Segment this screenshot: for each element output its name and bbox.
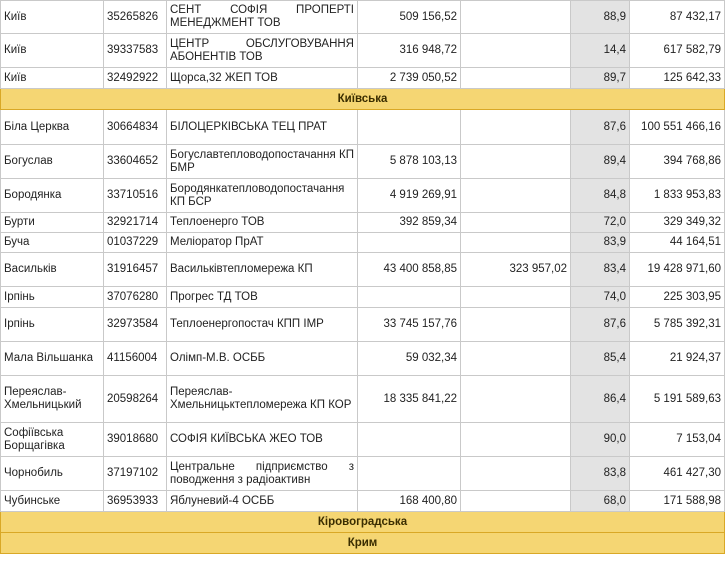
amount-cell: 392 859,34	[358, 213, 461, 233]
region-name: Київська	[1, 89, 725, 110]
amount-cell: 18 335 841,22	[358, 376, 461, 423]
table-row	[1, 145, 725, 179]
total-cell: 617 582,79	[630, 34, 725, 68]
edrpou-code-cell: 35265826	[104, 1, 167, 34]
organization-name-cell: Переяслав-Хмельницьктепломережа КП КОР	[167, 376, 358, 423]
edrpou-code-cell: 20598264	[104, 376, 167, 423]
edrpou-code-cell: 32492922	[104, 68, 167, 89]
percent-cell: 89,4	[571, 145, 630, 179]
percent-cell: 74,0	[571, 287, 630, 308]
city-cell: Мала Вільшанка	[1, 342, 104, 376]
city-cell: Чубинське	[1, 491, 104, 512]
organization-name-cell: Теплоенергопостач КПП ІМР	[167, 308, 358, 342]
edrpou-code-cell: 01037229	[104, 233, 167, 253]
total-cell: 5 191 589,63	[630, 376, 725, 423]
city-cell: Київ	[1, 34, 104, 68]
city-cell: Переяслав-Хмельницький	[1, 376, 104, 423]
organization-name-cell: Олімп-М.В. ОСББ	[167, 342, 358, 376]
amount-secondary-cell	[461, 376, 571, 423]
organization-name-cell: Богуславтепловодопостачання КП БМР	[167, 145, 358, 179]
percent-cell: 90,0	[571, 423, 630, 457]
table-row	[1, 457, 725, 491]
amount-secondary-cell	[461, 145, 571, 179]
city-cell: Ірпінь	[1, 287, 104, 308]
percent-cell: 83,9	[571, 233, 630, 253]
total-cell: 87 432,17	[630, 1, 725, 34]
amount-secondary-cell	[461, 491, 571, 512]
organization-name-cell: Прогрес ТД ТОВ	[167, 287, 358, 308]
table-row	[1, 233, 725, 253]
city-cell: Васильків	[1, 253, 104, 287]
total-cell: 125 642,33	[630, 68, 725, 89]
organization-name-cell: ЦЕНТР ОБСЛУГОВУВАННЯ АБОНЕНТІВ ТОВ	[167, 34, 358, 68]
total-cell: 19 428 971,60	[630, 253, 725, 287]
table-row	[1, 342, 725, 376]
region-header-row	[1, 512, 725, 533]
amount-cell	[358, 423, 461, 457]
city-cell: Київ	[1, 1, 104, 34]
edrpou-code-cell: 30664834	[104, 110, 167, 145]
amount-secondary-cell	[461, 457, 571, 491]
organization-name-cell: Бородянкатепловодопостачання КП БСР	[167, 179, 358, 213]
amount-cell	[358, 233, 461, 253]
total-cell: 394 768,86	[630, 145, 725, 179]
edrpou-code-cell: 37197102	[104, 457, 167, 491]
amount-cell: 33 745 157,76	[358, 308, 461, 342]
amount-cell: 43 400 858,85	[358, 253, 461, 287]
amount-cell: 509 156,52	[358, 1, 461, 34]
amount-cell	[358, 287, 461, 308]
percent-cell: 86,4	[571, 376, 630, 423]
city-cell: Бурти	[1, 213, 104, 233]
table-row	[1, 1, 725, 34]
amount-secondary-cell	[461, 233, 571, 253]
total-cell: 44 164,51	[630, 233, 725, 253]
amount-secondary-cell	[461, 342, 571, 376]
city-cell: Буча	[1, 233, 104, 253]
total-cell: 100 551 466,16	[630, 110, 725, 145]
edrpou-code-cell: 39018680	[104, 423, 167, 457]
organization-name-cell: БІЛОЦЕРКІВСЬКА ТЕЦ ПРАТ	[167, 110, 358, 145]
amount-cell: 2 739 050,52	[358, 68, 461, 89]
organization-name-cell: Меліоратор ПрАТ	[167, 233, 358, 253]
table-row	[1, 253, 725, 287]
organization-name-cell: Яблуневий-4 ОСББ	[167, 491, 358, 512]
amount-cell: 316 948,72	[358, 34, 461, 68]
city-cell: Чорнобиль	[1, 457, 104, 491]
amount-secondary-cell	[461, 1, 571, 34]
amount-cell	[358, 110, 461, 145]
amount-secondary-cell	[461, 110, 571, 145]
table-row	[1, 68, 725, 89]
amount-cell: 168 400,80	[358, 491, 461, 512]
amount-secondary-cell	[461, 68, 571, 89]
total-cell: 225 303,95	[630, 287, 725, 308]
region-header-row	[1, 89, 725, 110]
region-header-row	[1, 533, 725, 554]
table-row	[1, 110, 725, 145]
edrpou-code-cell: 41156004	[104, 342, 167, 376]
amount-secondary-cell	[461, 308, 571, 342]
amount-cell: 4 919 269,91	[358, 179, 461, 213]
table-row	[1, 287, 725, 308]
edrpou-code-cell: 33604652	[104, 145, 167, 179]
percent-cell: 72,0	[571, 213, 630, 233]
edrpou-code-cell: 36953933	[104, 491, 167, 512]
amount-secondary-cell	[461, 213, 571, 233]
city-cell: Бородянка	[1, 179, 104, 213]
table-row	[1, 423, 725, 457]
amount-secondary-cell	[461, 423, 571, 457]
total-cell: 5 785 392,31	[630, 308, 725, 342]
table-row	[1, 308, 725, 342]
total-cell: 21 924,37	[630, 342, 725, 376]
total-cell: 329 349,32	[630, 213, 725, 233]
city-cell: Богуслав	[1, 145, 104, 179]
amount-cell: 59 032,34	[358, 342, 461, 376]
percent-cell: 68,0	[571, 491, 630, 512]
amount-secondary-cell	[461, 179, 571, 213]
edrpou-code-cell: 32921714	[104, 213, 167, 233]
organization-name-cell: Центральне підприємство з поводження з радіоактивн	[167, 457, 358, 491]
edrpou-code-cell: 37076280	[104, 287, 167, 308]
percent-cell: 87,6	[571, 110, 630, 145]
total-cell: 171 588,98	[630, 491, 725, 512]
city-cell: Софіївська Борщагівка	[1, 423, 104, 457]
table-body	[1, 1, 725, 554]
percent-cell: 85,4	[571, 342, 630, 376]
amount-secondary-cell: 323 957,02	[461, 253, 571, 287]
edrpou-code-cell: 33710516	[104, 179, 167, 213]
organization-name-cell: Теплоенерго ТОВ	[167, 213, 358, 233]
table-row	[1, 179, 725, 213]
organization-name-cell: Щорса,32 ЖЕП ТОВ	[167, 68, 358, 89]
percent-cell: 83,4	[571, 253, 630, 287]
region-name: Крим	[1, 533, 725, 554]
table-row	[1, 376, 725, 423]
total-cell: 7 153,04	[630, 423, 725, 457]
total-cell: 461 427,30	[630, 457, 725, 491]
edrpou-code-cell: 39337583	[104, 34, 167, 68]
table-row	[1, 34, 725, 68]
percent-cell: 14,4	[571, 34, 630, 68]
city-cell: Київ	[1, 68, 104, 89]
organization-name-cell: Васильківтепломережа КП	[167, 253, 358, 287]
percent-cell: 83,8	[571, 457, 630, 491]
organization-name-cell: СЕНТ СОФІЯ ПРОПЕРТІ МЕНЕДЖМЕНТ ТОВ	[167, 1, 358, 34]
organization-name-cell: СОФІЯ КИЇВСЬКА ЖЕО ТОВ	[167, 423, 358, 457]
amount-cell: 5 878 103,13	[358, 145, 461, 179]
edrpou-code-cell: 32973584	[104, 308, 167, 342]
amount-secondary-cell	[461, 287, 571, 308]
table-row	[1, 491, 725, 512]
edrpou-code-cell: 31916457	[104, 253, 167, 287]
percent-cell: 84,8	[571, 179, 630, 213]
percent-cell: 89,7	[571, 68, 630, 89]
percent-cell: 88,9	[571, 1, 630, 34]
amount-secondary-cell	[461, 34, 571, 68]
city-cell: Біла Церква	[1, 110, 104, 145]
total-cell: 1 833 953,83	[630, 179, 725, 213]
percent-cell: 87,6	[571, 308, 630, 342]
table-row	[1, 213, 725, 233]
region-name: Кіровоградська	[1, 512, 725, 533]
amount-cell	[358, 457, 461, 491]
city-cell: Ірпінь	[1, 308, 104, 342]
